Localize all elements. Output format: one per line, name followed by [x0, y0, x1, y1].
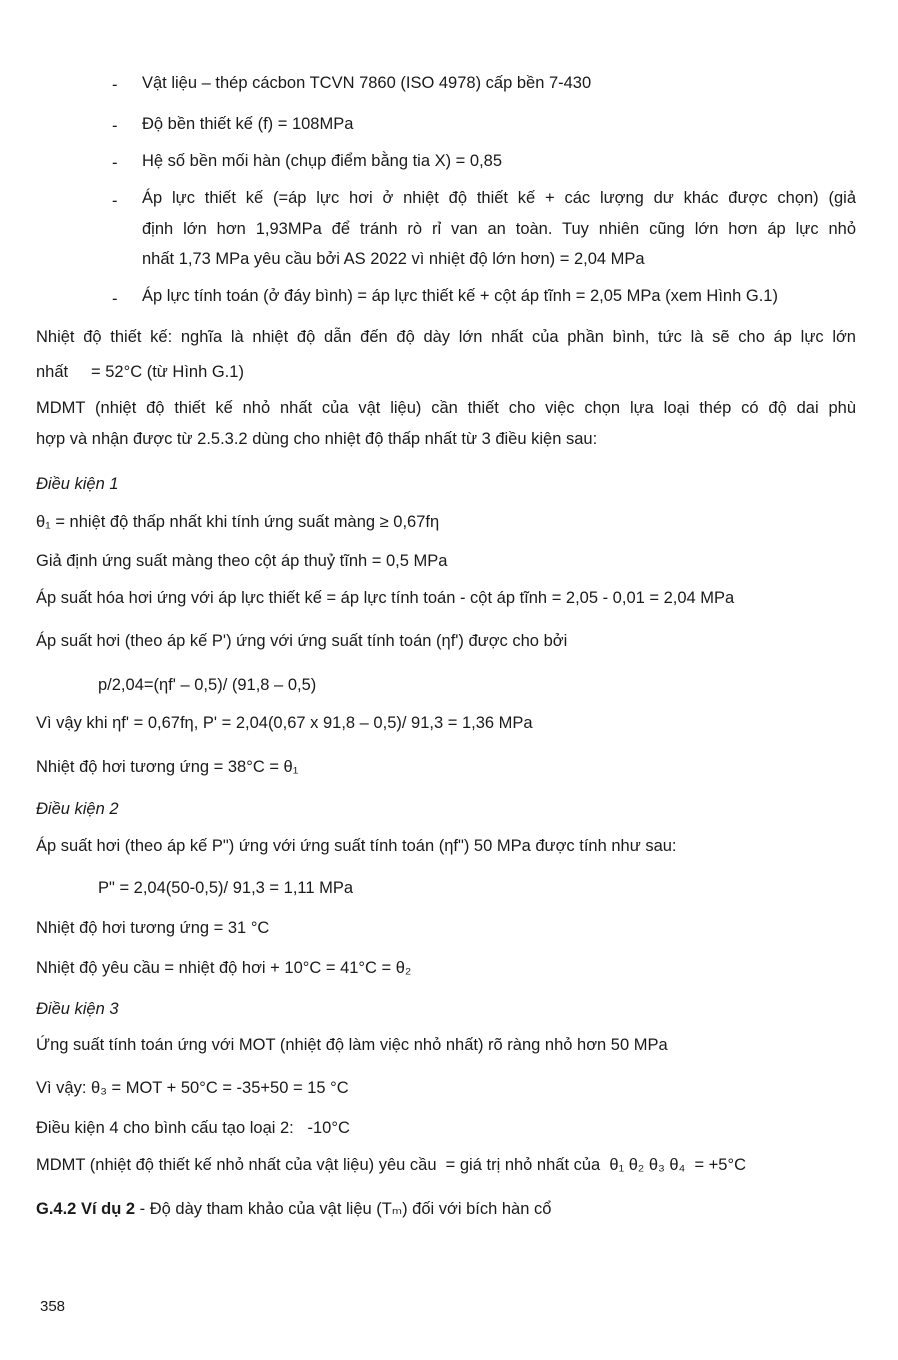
section-heading [36, 1199, 551, 1219]
cond1-heading: Điều kiện 1 [36, 475, 119, 493]
bullet-design-pressure-line3: nhất 1,73 MPa yêu cầu bởi AS 2022 vì nhiệt độ lớn hơn) = 2,04 MPa [142, 250, 645, 268]
mdmt-required: MDMT (nhiệt độ thiết kế nhỏ nhất của vật liệu) yêu cầu = giá trị nhỏ nhất của θ₁ θ₂ θ₃ θ₄ = +5°C [36, 1156, 746, 1174]
page-number: 358 [40, 1298, 66, 1315]
bullet-dash: - [112, 76, 118, 94]
cond2-formula: P" = 2,04(50-0,5)/ 91,3 = 1,11 MPa [98, 879, 354, 897]
cond3-stress: Ứng suất tính toán ứng với MOT (nhiệt độ làm việc nhỏ nhất) rõ ràng nhỏ hơn 50 MPa [36, 1036, 668, 1054]
cond3-heading: Điều kiện 3 [36, 1000, 119, 1018]
section-number: G.4.2 Ví dụ 2 [36, 1200, 136, 1218]
bullet-design-pressure-line1: Áp lực thiết kế (=áp lực hơi ở nhiệt độ thiết kế + các lượng dư khác được chọn) (giả [142, 189, 856, 207]
bullet-design-strength: Độ bền thiết kế (f) = 108MPa [142, 115, 354, 133]
cond1-theta1: θ₁ = nhiệt độ thấp nhất khi tính ứng suất màng ≥ 0,67fη [36, 513, 440, 531]
bullet-calc-pressure: Áp lực tính toán (ở đáy bình) = áp lực thiết kế + cột áp tĩnh = 2,05 MPa (xem Hình G.1) [142, 287, 778, 305]
cond1-formula: p/2,04=(ηf' – 0,5)/ (91,8 – 0,5) [98, 676, 317, 694]
bullet-dash: - [112, 117, 118, 135]
cond2-gauge: Áp suất hơi (theo áp kế P") ứng với ứng suất tính toán (ηf") 50 MPa được tính như sau: [36, 837, 677, 855]
design-temp-line1: Nhiệt độ thiết kế: nghĩa là nhiệt độ dẫn đến độ dày lớn nhất của phần bình, tức là sẽ cho áp lực lớn [36, 328, 856, 346]
mdmt-intro-line1: MDMT (nhiệt độ thiết kế nhỏ nhất của vật liệu) cần thiết cho việc chọn lựa loại thép có độ dai phù [36, 399, 856, 417]
bullet-dash: - [112, 192, 118, 210]
cond2-required: Nhiệt độ yêu cầu = nhiệt độ hơi + 10°C = 41°C = θ₂ [36, 959, 412, 977]
cond1-result: Nhiệt độ hơi tương ứng = 38°C = θ₁ [36, 758, 299, 776]
bullet-material: Vật liệu – thép cácbon TCVN 7860 (ISO 4978) cấp bền 7-430 [142, 74, 592, 92]
design-temp-line2: nhất = 52°C (từ Hình G.1) [36, 363, 244, 381]
cond1-therefore: Vì vậy khi ηf' = 0,67fη, P' = 2,04(0,67 x 91,8 – 0,5)/ 91,3 = 1,36 MPa [36, 714, 533, 732]
bullet-design-pressure-line2: định lớn hơn 1,93MPa để tránh rò rỉ van an toàn. Tuy nhiên cũng lớn hơn áp lực nhỏ [142, 220, 856, 238]
cond3-therefore: Vì vậy: θ₃ = MOT + 50°C = -35+50 = 15 °C [36, 1079, 349, 1097]
bullet-dash: - [112, 154, 118, 172]
cond2-vapor-temp: Nhiệt độ hơi tương ứng = 31 °C [36, 919, 270, 937]
section-title: - Độ dày tham khảo của vật liệu (Tₘ) đối với bích hàn cổ [135, 1200, 552, 1218]
bullet-dash: - [112, 290, 118, 308]
cond4: Điều kiện 4 cho bình cấu tạo loại 2: -10°C [36, 1119, 350, 1137]
cond1-vapor: Áp suất hóa hơi ứng với áp lực thiết kế = áp lực tính toán - cột áp tĩnh = 2,05 - 0,01 = 2,04 MPa [36, 589, 735, 607]
mdmt-intro-line2: hợp và nhận được từ 2.5.3.2 dùng cho nhiệt độ thấp nhất từ 3 điều kiện sau: [36, 430, 598, 448]
cond2-heading: Điều kiện 2 [36, 800, 119, 818]
cond1-gauge: Áp suất hơi (theo áp kế P') ứng với ứng suất tính toán (ηf') được cho bởi [36, 632, 568, 650]
bullet-weld-factor: Hệ số bền mối hàn (chụp điểm bằng tia X) = 0,85 [142, 152, 503, 170]
cond1-membrane: Giả định ứng suất màng theo cột áp thuỷ tĩnh = 0,5 MPa [36, 552, 448, 570]
